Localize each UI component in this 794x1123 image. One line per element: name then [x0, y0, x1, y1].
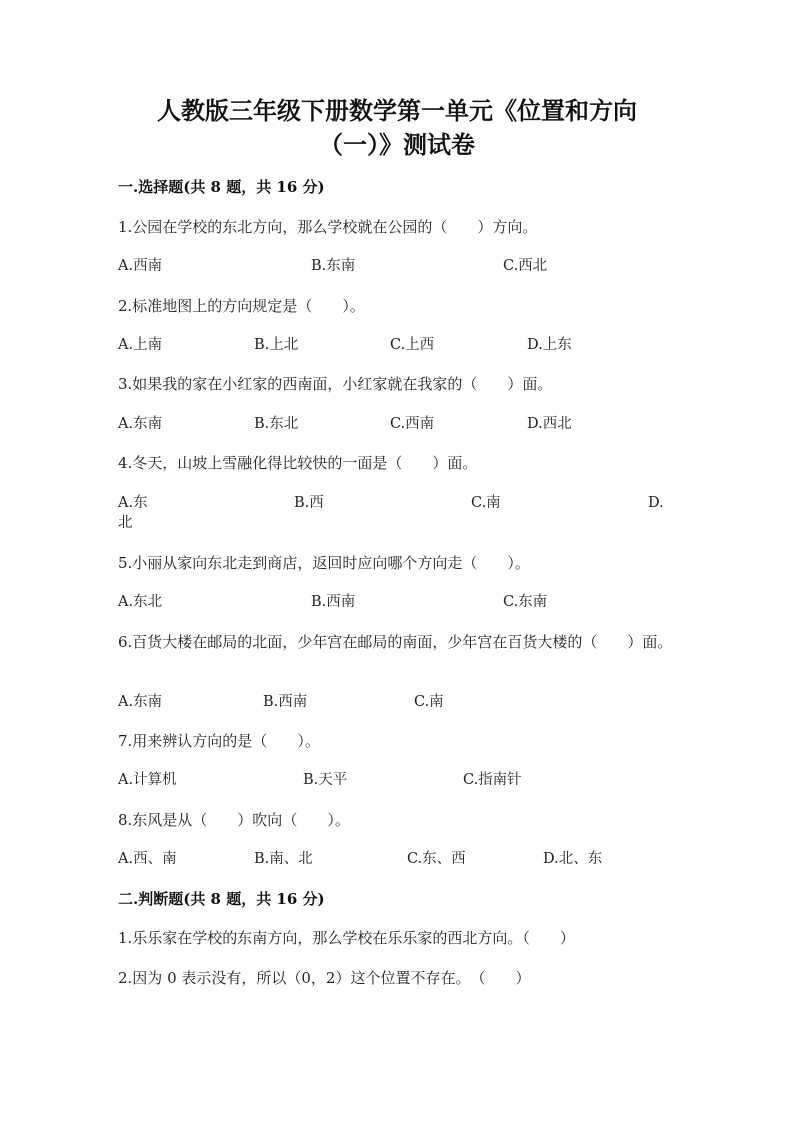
q8-option-a: A.西、南: [118, 851, 177, 867]
q6-option-a: A.东南: [118, 694, 163, 710]
section1-heading: 一.选择题(共 8 题，共 16 分): [118, 178, 325, 196]
question-3: 3.如果我的家在小红家的西南面，小红家就在我家的（ ）面。: [118, 375, 553, 393]
page-title-line1: 人教版三年级下册数学第一单元《位置和方向: [157, 96, 637, 125]
q2-option-a: A.上南: [118, 337, 163, 353]
question-7: 7.用来辨认方向的是（ ）。: [118, 732, 320, 750]
q4-option-d-text: 北: [118, 515, 133, 531]
q8-option-d: D.北、东: [543, 851, 603, 867]
question-8: 8.东风是从（ ）吹向（ ）。: [118, 811, 350, 829]
q4-option-d: D.: [648, 495, 664, 511]
question-4: 4.冬天，山坡上雪融化得比较快的一面是（ ）面。: [118, 454, 478, 472]
q4-option-c: C.南: [471, 495, 501, 511]
q6-option-c: C.南: [414, 694, 444, 710]
question-5: 5.小丽从家向东北走到商店，返回时应向哪个方向走（ ）。: [118, 554, 530, 572]
judge-question-2: 2.因为 0 表示没有，所以（0，2）这个位置不存在。 （ ）: [118, 969, 531, 987]
question-2: 2.标准地图上的方向规定是（ ）。: [118, 297, 365, 315]
q4-option-b: B.西: [294, 495, 324, 511]
q3-option-a: A.东南: [118, 416, 163, 432]
q1-option-c: C.西北: [503, 258, 548, 274]
q8-option-b: B.南、北: [254, 851, 313, 867]
q3-option-b: B.东北: [254, 416, 299, 432]
page-title-line2: （一）》测试卷: [319, 130, 475, 159]
q3-option-c: C.西南: [390, 416, 435, 432]
section2-heading: 二.判断题(共 8 题，共 16 分): [118, 890, 325, 908]
q2-option-c: C.上西: [390, 337, 435, 353]
q4-option-a: A.东: [118, 495, 148, 511]
q2-option-d: D.上东: [527, 337, 572, 353]
question-6: 6.百货大楼在邮局的北面，少年宫在邮局的南面，少年宫在百货大楼的（ ）面。: [118, 633, 673, 651]
q5-option-c: C.东南: [503, 594, 548, 610]
q1-option-a: A.西南: [118, 258, 163, 274]
q8-option-c: C.东、西: [407, 851, 466, 867]
q3-option-d: D.西北: [527, 416, 572, 432]
q6-option-b: B.西南: [263, 694, 308, 710]
q5-option-a: A.东北: [118, 594, 163, 610]
q7-option-a: A.计算机: [118, 772, 177, 788]
q7-option-b: B.天平: [303, 772, 348, 788]
question-1: 1.公园在学校的东北方向，那么学校就在公园的（ ）方向。: [118, 218, 538, 236]
q1-option-b: B.东南: [311, 258, 356, 274]
judge-question-1: 1.乐乐家在学校的东南方向，那么学校在乐乐家的西北方向。（ ）: [118, 929, 575, 947]
q7-option-c: C.指南针: [463, 772, 522, 788]
q2-option-b: B.上北: [254, 337, 299, 353]
q5-option-b: B.西南: [311, 594, 356, 610]
